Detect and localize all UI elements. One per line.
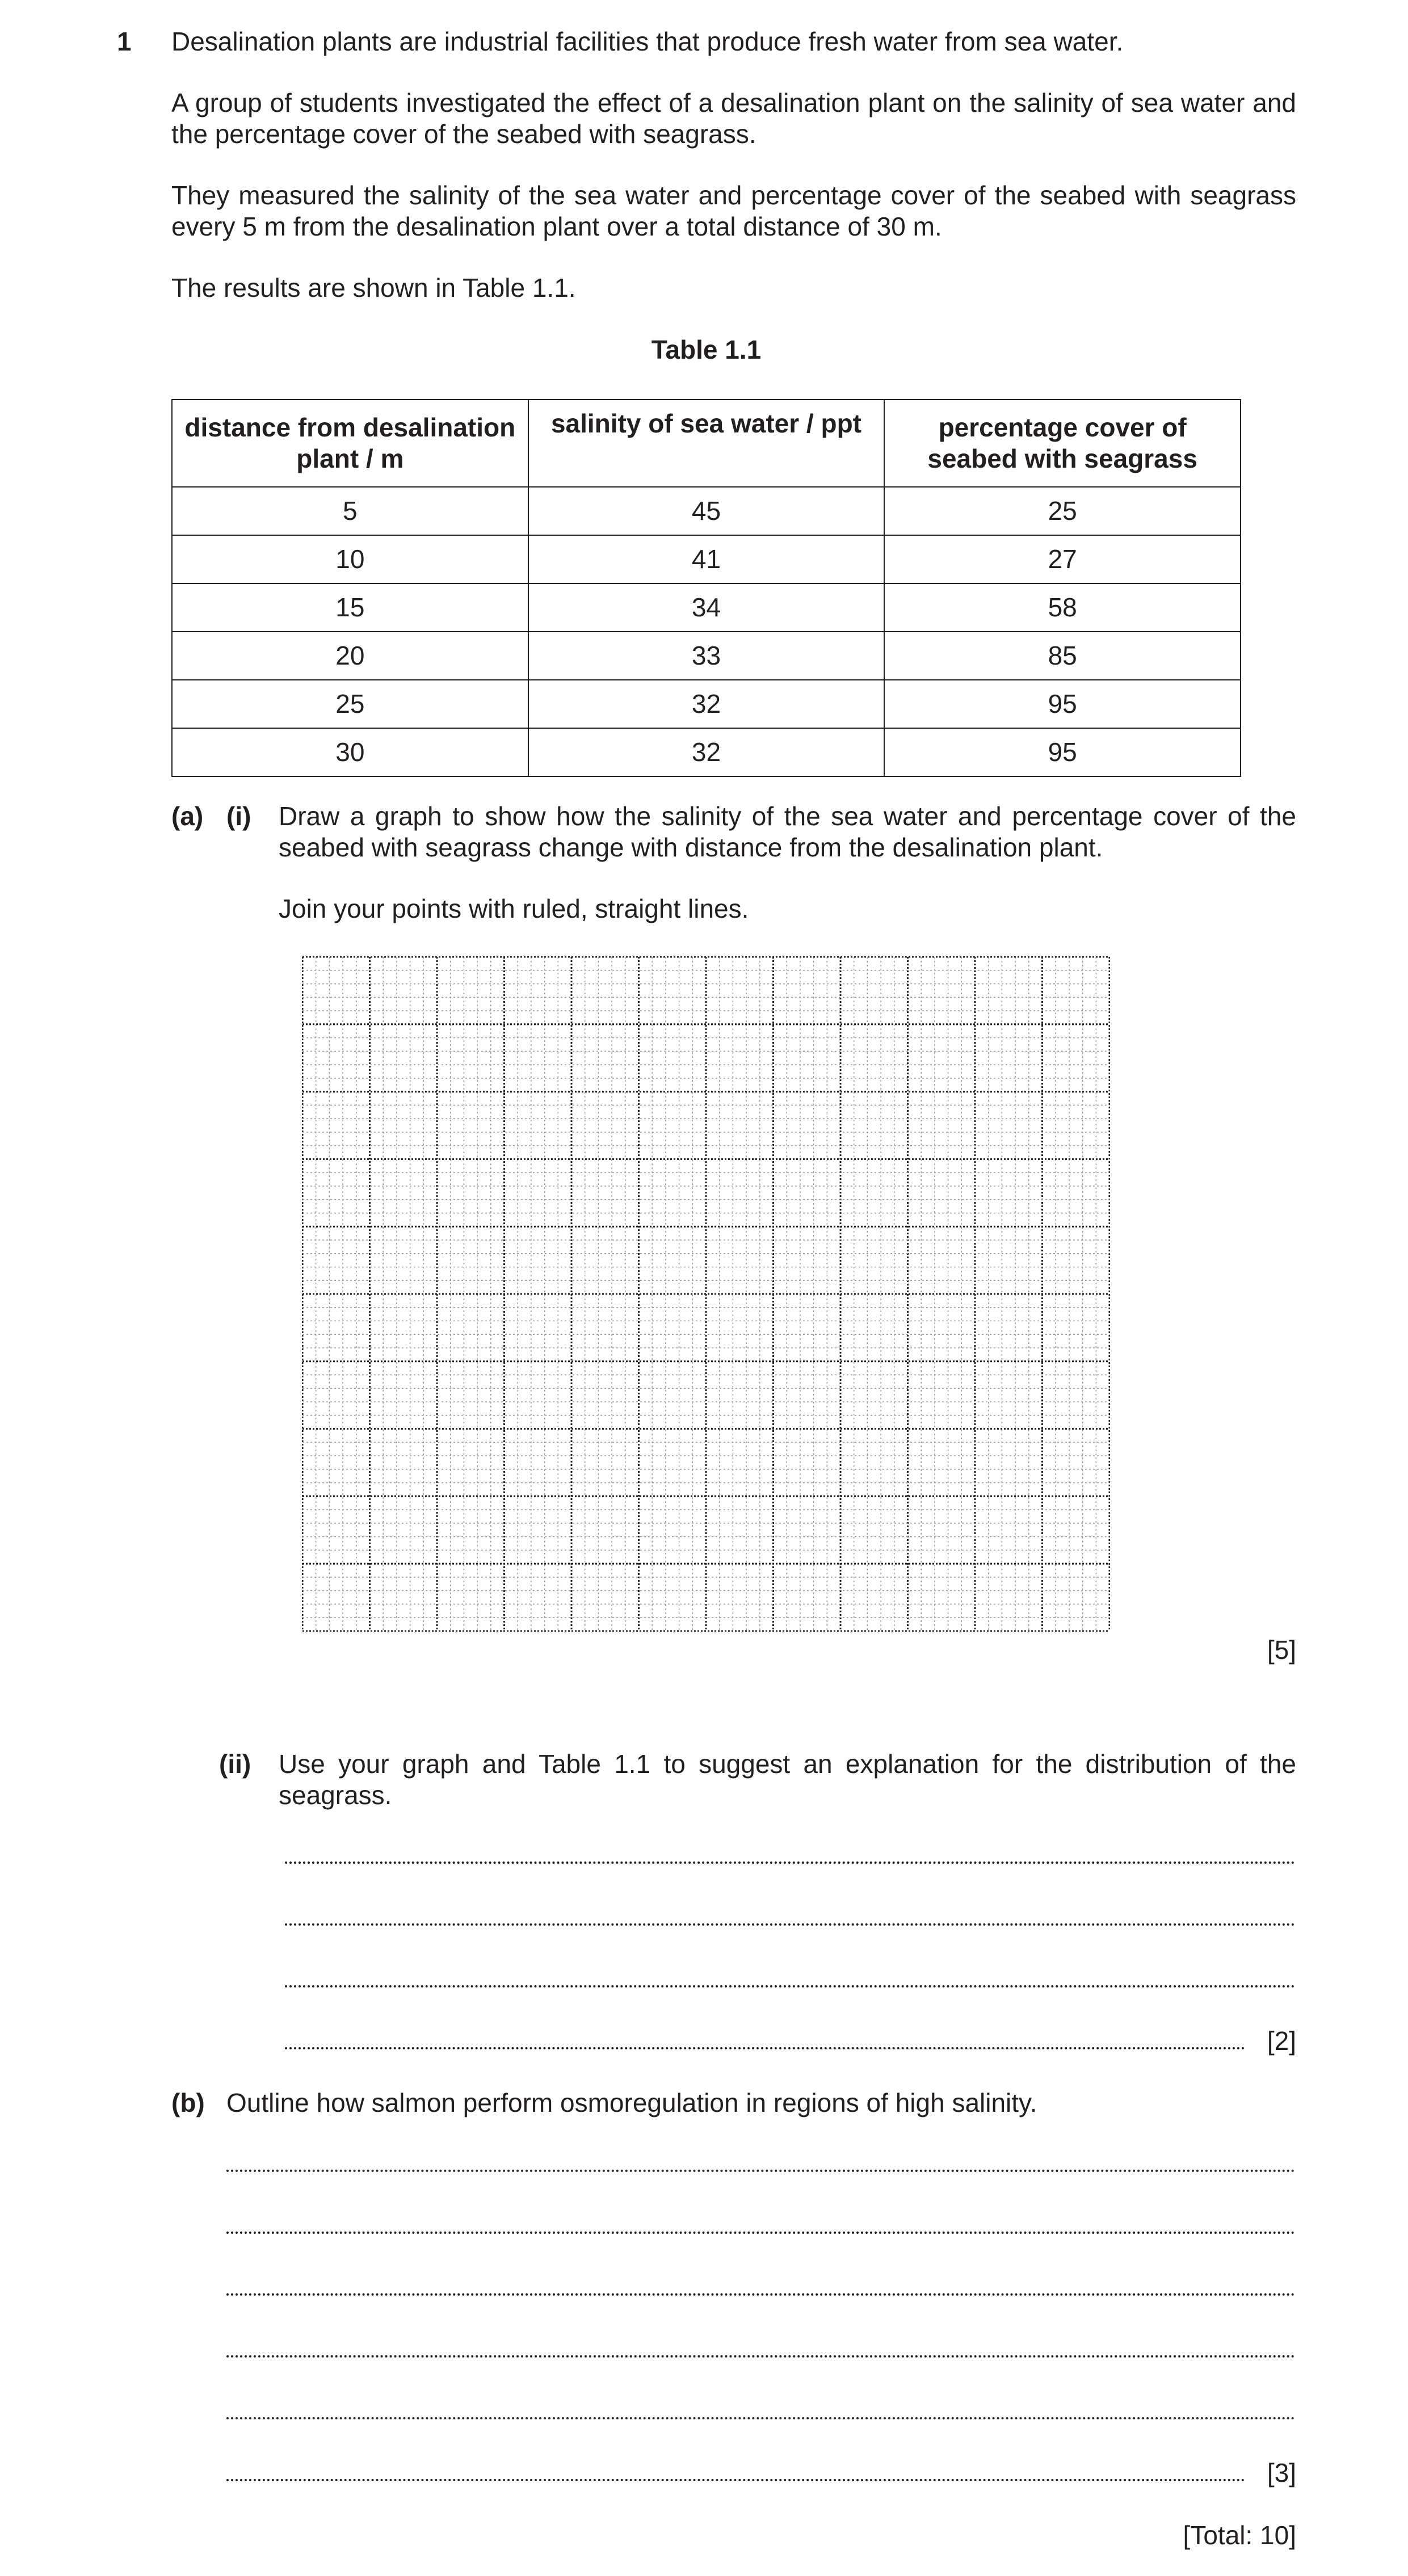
table-row bbox=[172, 535, 1241, 583]
results-table bbox=[171, 399, 1241, 777]
cell-salinity: 45 bbox=[528, 487, 885, 535]
cell-distance: 15 bbox=[172, 583, 528, 632]
table-row bbox=[172, 583, 1241, 632]
part-a-ii-marks: [2] bbox=[1267, 2026, 1296, 2056]
cell-salinity: 41 bbox=[528, 535, 885, 583]
answer-line[interactable] bbox=[226, 2170, 1295, 2172]
header-seagrass bbox=[884, 400, 1241, 487]
cell-salinity: 32 bbox=[528, 728, 885, 776]
table-row bbox=[172, 487, 1241, 535]
header-salinity-line-1: salinity of sea water / ppt bbox=[550, 409, 861, 438]
part-a-ii-text: Use your graph and Table 1.1 to suggest an explanation for the distribution of the seagrass. bbox=[279, 1749, 1296, 1810]
answer-line[interactable] bbox=[226, 2293, 1295, 2296]
cell-salinity: 32 bbox=[528, 680, 885, 728]
part-a-i-label: (i) bbox=[226, 801, 251, 831]
cell-seagrass: 85 bbox=[884, 632, 1241, 680]
answer-line[interactable] bbox=[226, 2417, 1295, 2419]
part-b-text: Outline how salmon perform osmoregulation in regions of high salinity. bbox=[226, 2088, 1037, 2117]
answer-line[interactable] bbox=[285, 1985, 1295, 1987]
table-row bbox=[172, 632, 1241, 680]
part-b-marks: [3] bbox=[1267, 2458, 1296, 2487]
header-seagrass-line-1: percentage cover of bbox=[938, 413, 1187, 442]
answer-line[interactable] bbox=[226, 2232, 1295, 2234]
header-distance bbox=[172, 400, 528, 487]
part-a-ii-label: (ii) bbox=[219, 1749, 251, 1779]
intro-paragraph-4: The results are shown in Table 1.1. bbox=[171, 273, 576, 302]
intro-paragraph-3: They measured the salinity of the sea water and percentage cover of the seabed with seagrass every 5 m from the desalination plant over a total distance of 30 m. bbox=[171, 180, 1296, 241]
question-number: 1 bbox=[117, 27, 132, 56]
part-b-label: (b) bbox=[171, 2088, 205, 2117]
header-seagrass-line-2: seabed with seagrass bbox=[927, 444, 1197, 473]
cell-seagrass: 95 bbox=[884, 680, 1241, 728]
cell-salinity: 33 bbox=[528, 632, 885, 680]
header-distance-line-2: plant / m bbox=[296, 444, 404, 473]
cell-salinity: 34 bbox=[528, 583, 885, 632]
part-a-i-instruction: Join your points with ruled, straight lines. bbox=[279, 894, 749, 923]
part-a-i-text: Draw a graph to show how the salinity of the sea water and percentage cover of the seabed with seagrass change with distance from the desalination plant. bbox=[279, 801, 1296, 862]
cell-distance: 20 bbox=[172, 632, 528, 680]
table-header-row bbox=[172, 400, 1241, 487]
cell-seagrass: 58 bbox=[884, 583, 1241, 632]
intro-paragraph-1: Desalination plants are industrial facilities that produce fresh water from sea water. bbox=[171, 27, 1124, 56]
part-a-i-marks: [5] bbox=[1267, 1635, 1296, 1665]
answer-line[interactable] bbox=[285, 1923, 1295, 1926]
answer-line[interactable] bbox=[285, 1861, 1295, 1864]
answer-line[interactable] bbox=[226, 2479, 1245, 2481]
cell-seagrass: 95 bbox=[884, 728, 1241, 776]
cell-distance: 5 bbox=[172, 487, 528, 535]
cell-distance: 30 bbox=[172, 728, 528, 776]
answer-line[interactable] bbox=[285, 2047, 1245, 2049]
total-marks: [Total: 10] bbox=[1183, 2520, 1296, 2550]
part-a-label: (a) bbox=[171, 801, 204, 831]
cell-distance: 25 bbox=[172, 680, 528, 728]
cell-seagrass: 27 bbox=[884, 535, 1241, 583]
intro-paragraph-2: A group of students investigated the effect of a desalination plant on the salinity of sea water and the percentage cover of the seabed with seagrass. bbox=[171, 88, 1296, 149]
table-row bbox=[172, 680, 1241, 728]
header-distance-line-1: distance from desalination bbox=[184, 413, 516, 442]
table-row bbox=[172, 728, 1241, 776]
cell-distance: 10 bbox=[172, 535, 528, 583]
header-salinity bbox=[528, 400, 885, 487]
graph-grid[interactable] bbox=[302, 956, 1110, 1632]
answer-line[interactable] bbox=[226, 2355, 1295, 2358]
cell-seagrass: 25 bbox=[884, 487, 1241, 535]
table-caption: Table 1.1 bbox=[651, 335, 762, 364]
